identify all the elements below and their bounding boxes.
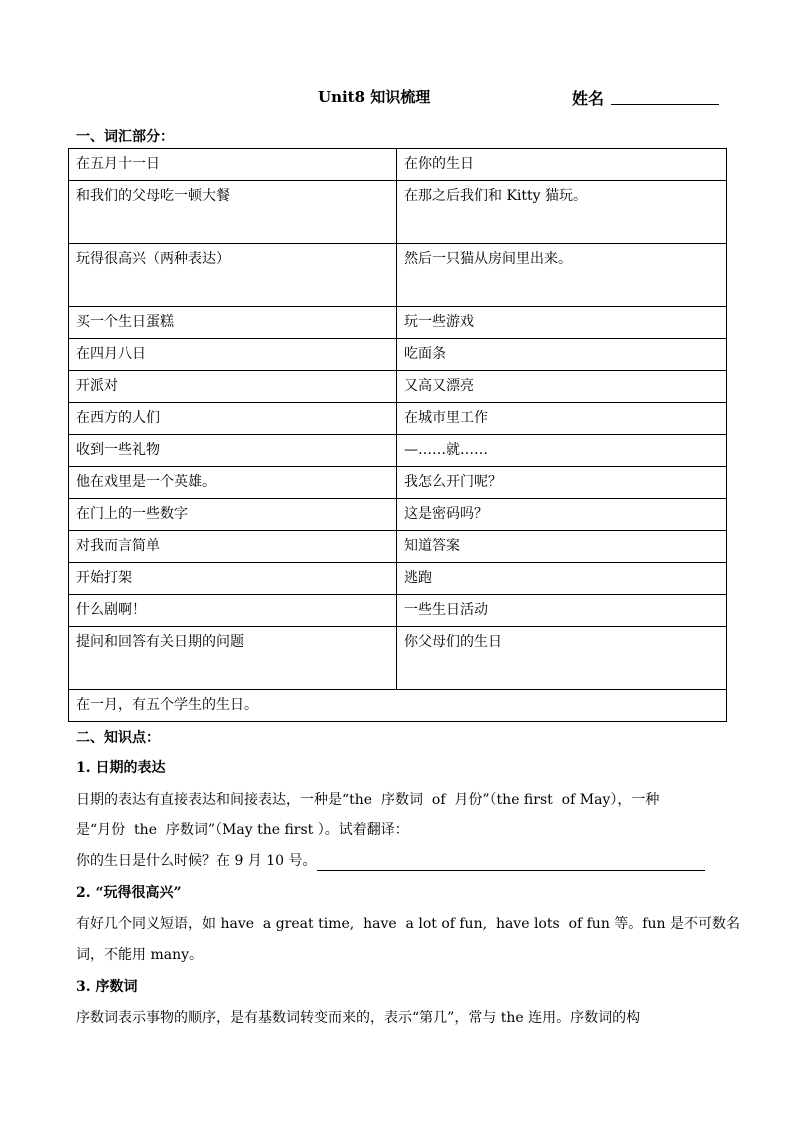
- point3-title: 3. 序数词: [76, 979, 138, 995]
- point2-title: 2. “玩得很高兴”: [76, 885, 182, 901]
- table-row: [69, 403, 727, 435]
- table-cell: 在西方的人们: [69, 403, 397, 435]
- table-row: [69, 499, 727, 531]
- section2-heading: 二、知识点：: [76, 730, 160, 746]
- table-cell: 对我而言简单: [69, 531, 397, 563]
- translation-prompt: 你的生日是什么时候？在 9 月 10 号。: [76, 853, 317, 869]
- table-cell: —……就……: [397, 435, 727, 467]
- answer-blank-line[interactable]: [317, 856, 705, 871]
- table-cell: 在你的生日: [397, 149, 727, 181]
- translation-exercise: [76, 851, 705, 871]
- section1-heading: 一、词汇部分：: [76, 129, 174, 145]
- table-cell: 提问和回答有关日期的问题: [69, 627, 397, 690]
- table-cell: 我怎么开门呢？: [397, 467, 727, 499]
- table-cell: 玩得很高兴（两种表达）: [69, 244, 397, 307]
- table-cell: 在那之后我们和 Kitty 猫玩。: [397, 181, 727, 244]
- table-cell-wide: 在一月，有五个学生的生日。: [69, 690, 727, 722]
- vocab-table: [68, 148, 727, 722]
- table-row: [69, 339, 727, 371]
- table-cell: 他在戏里是一个英雄。: [69, 467, 397, 499]
- table-cell: 开派对: [69, 371, 397, 403]
- table-row: [69, 563, 727, 595]
- point1-text-line: 是“月份 the 序数词”（May the first ）。试着翻译：: [76, 822, 409, 838]
- table-row: [69, 307, 727, 339]
- table-cell: 你父母们的生日: [397, 627, 727, 690]
- point2-text-line: 词，不能用 many。: [76, 947, 203, 963]
- table-cell: 在四月八日: [69, 339, 397, 371]
- point3-text-line: 序数词表示事物的顺序，是有基数词转变而来的，表示“第几”，常与 the 连用。序数词的构: [76, 1010, 641, 1026]
- point2-text-line: 有好几个同义短语，如 have a great time, have a lot of fun, have lots of fun 等。fun 是不可数名: [76, 916, 740, 932]
- table-row: [69, 690, 727, 722]
- table-cell: 玩一些游戏: [397, 307, 727, 339]
- table-row: [69, 181, 727, 244]
- table-cell: 开始打架: [69, 563, 397, 595]
- table-cell: 在城市里工作: [397, 403, 727, 435]
- table-cell: 吃面条: [397, 339, 727, 371]
- table-cell: 什么剧啊！: [69, 595, 397, 627]
- table-row: [69, 371, 727, 403]
- table-row: [69, 627, 727, 690]
- table-row: [69, 467, 727, 499]
- table-row: [69, 149, 727, 181]
- table-cell: 逃跑: [397, 563, 727, 595]
- table-cell: 然后一只猫从房间里出来。: [397, 244, 727, 307]
- table-cell: 在门上的一些数字: [69, 499, 397, 531]
- table-row: [69, 435, 727, 467]
- name-blank-line[interactable]: [611, 104, 719, 105]
- point1-text-line: 日期的表达有直接表达和间接表达，一种是“the 序数词 of 月份”（the first of May），一种: [76, 792, 660, 808]
- table-cell: 买一个生日蛋糕: [69, 307, 397, 339]
- table-cell: 又高又漂亮: [397, 371, 727, 403]
- page-title: Unit8 知识梳理: [318, 88, 431, 106]
- table-cell: 知道答案: [397, 531, 727, 563]
- name-label: 姓名: [572, 89, 605, 108]
- table-cell: 收到一些礼物: [69, 435, 397, 467]
- table-cell: 在五月十一日: [69, 149, 397, 181]
- table-row: [69, 244, 727, 307]
- table-cell: 和我们的父母吃一顿大餐: [69, 181, 397, 244]
- point1-title: 1. 日期的表达: [76, 760, 166, 776]
- table-cell: 一些生日活动: [397, 595, 727, 627]
- table-row: [69, 595, 727, 627]
- table-row: [69, 531, 727, 563]
- table-cell: 这是密码吗？: [397, 499, 727, 531]
